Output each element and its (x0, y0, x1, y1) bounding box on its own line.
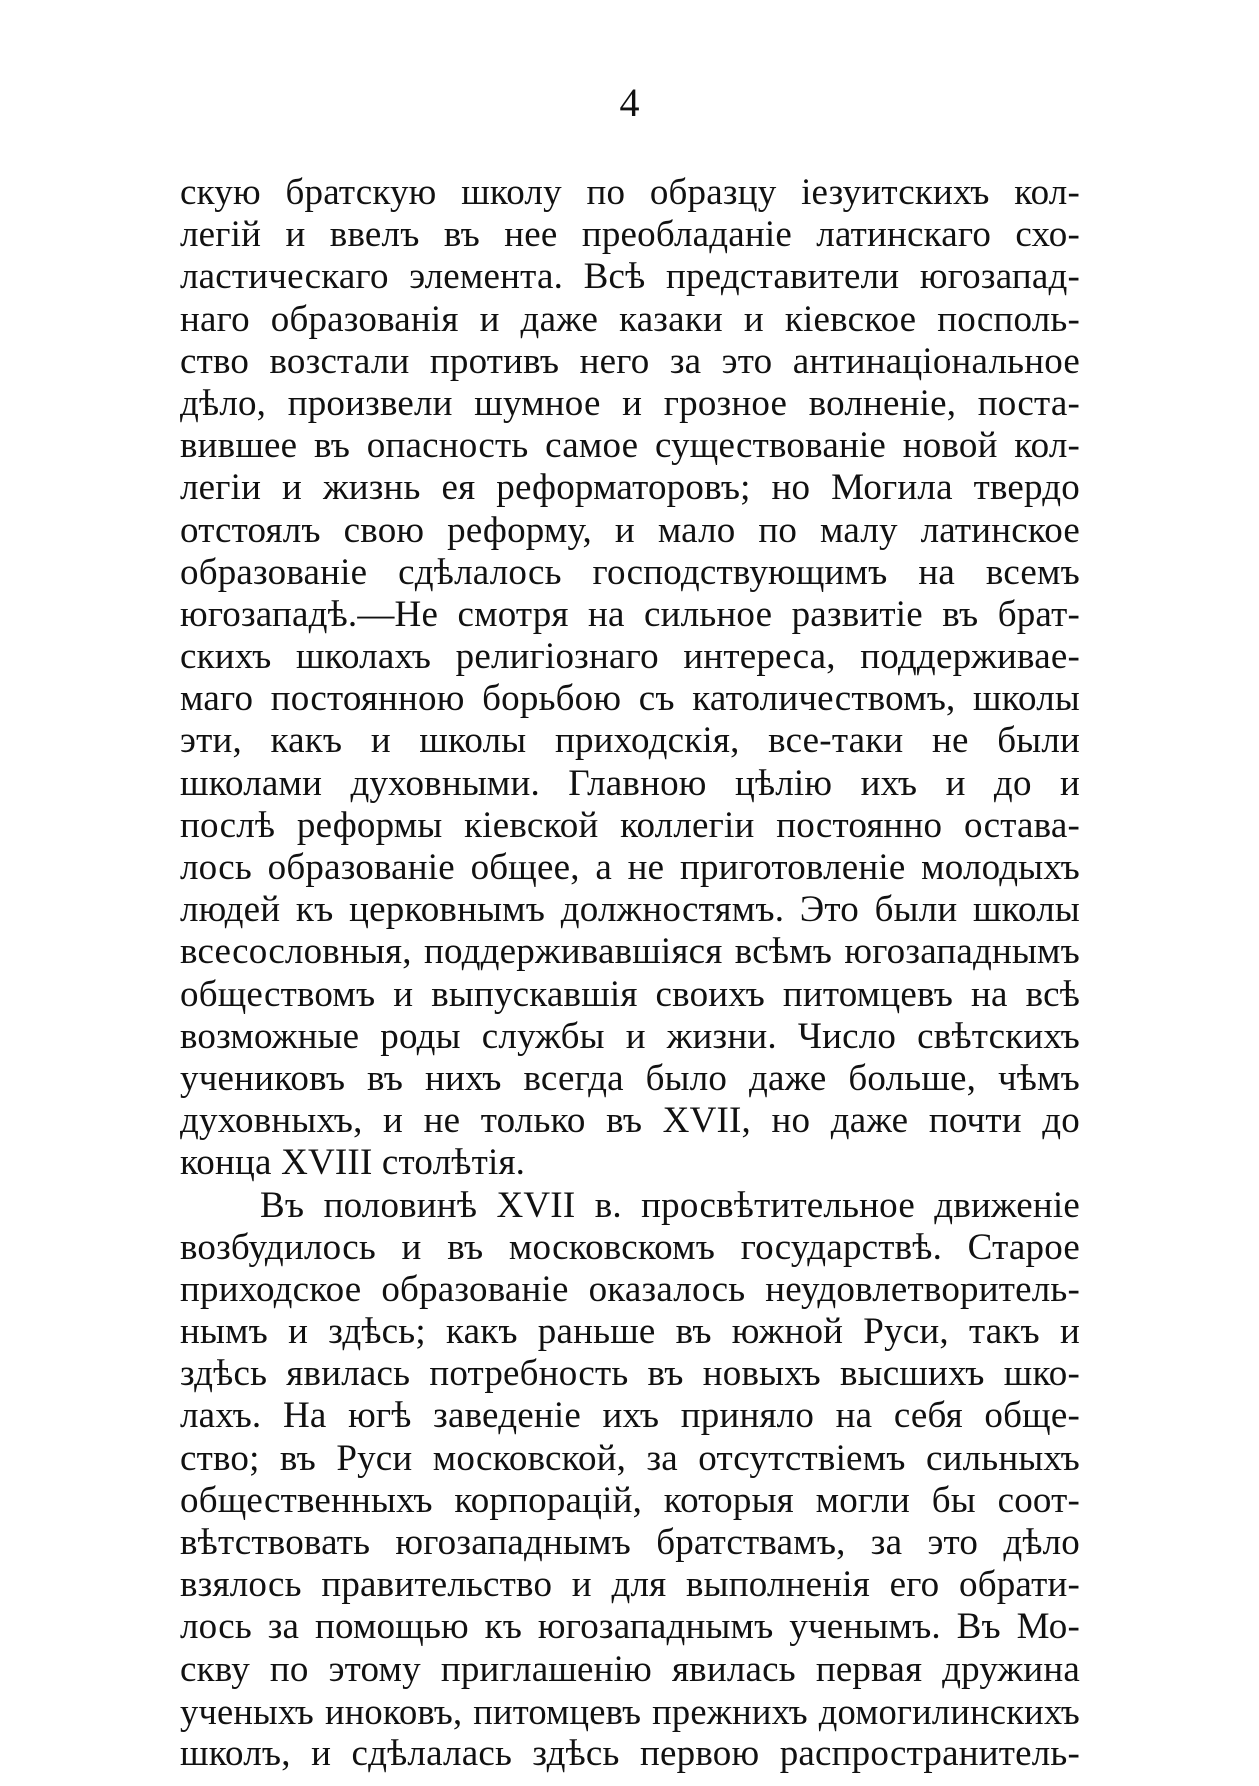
text-line: югозападѣ.—Не смотря на сильное развитіе въ брат- (180, 593, 1080, 635)
text-line: скихъ школахъ религіознаго интереса, поддерживае- (180, 636, 1080, 678)
text-line: приходское образованіе оказалось неудовлетворитель- (180, 1268, 1080, 1310)
text-line: нымъ и здѣсь; какъ раньше въ южной Руси, такъ и (180, 1311, 1080, 1353)
text-line: здѣсь явилась потребность въ новыхъ высшихъ шко- (180, 1353, 1080, 1395)
text-line: эти, какъ и школы приходскія, все-таки не были (180, 720, 1080, 762)
text-line: скву по этому приглашенію явилась первая дружина (180, 1648, 1080, 1690)
text-line: взялось правительство и для выполненія его обрати- (180, 1564, 1080, 1606)
text-line: школъ, и сдѣлалась здѣсь первою распространитель- (180, 1732, 1080, 1774)
text-line: ство возстали противъ него за это антинаціональное (180, 340, 1080, 382)
text-line: лось за помощью къ югозападнымъ ученымъ. Въ Мо- (180, 1606, 1080, 1648)
paragraph-end-line: конца XVIII столѣтія. (180, 1142, 526, 1184)
text-line: школами духовными. Главною цѣлію ихъ и до и (180, 762, 1080, 804)
text-line: вѣтствовать югозападнымъ братствамъ, за это дѣло (180, 1522, 1080, 1563)
text-line: вившее въ опасность самое существованіе новой кол- (180, 425, 1080, 467)
text-line: обществомъ и выпускавшія своихъ питомцевъ на всѣ (180, 973, 1080, 1015)
text-line: легіи и жизнь ея реформаторовъ; но Могила твердо (180, 467, 1080, 509)
text-line: учениковъ въ нихъ всегда было даже больше, чѣмъ (180, 1057, 1080, 1099)
text-line: общественныхъ корпорацій, которыя могли бы соот- (180, 1479, 1080, 1521)
page-number: 4 (619, 80, 640, 125)
text-line: людей къ церковнымъ должностямъ. Это были школы (180, 889, 1080, 931)
text-line: маго постоянною борьбою съ католичествомъ, школы (180, 678, 1080, 720)
text-line: наго образованія и даже казаки и кіевское посполь- (180, 298, 1080, 340)
text-line: ство; въ Руси московской, за отсутствіемъ сильныхъ (180, 1437, 1080, 1479)
text-line: дѣло, произвели шумное и грозное волненіе, поста- (180, 382, 1080, 424)
text-line: духовныхъ, и не только въ XVII, но даже почти до (180, 1100, 1080, 1142)
text-line: лось образованіе общее, а не приготовленіе молодыхъ (180, 847, 1080, 888)
text-line: возбудилось и въ московскомъ государствѣ. Старое (180, 1226, 1080, 1268)
body-text (180, 172, 1080, 1775)
text-line: лахъ. На югѣ заведеніе ихъ приняло на себя обще- (180, 1395, 1080, 1437)
text-line: послѣ реформы кіевской коллегіи постоянно остава- (180, 804, 1080, 846)
text-line: образованіе сдѣлалось господствующимъ на всемъ (180, 551, 1080, 593)
text-line: ластическаго элемента. Всѣ представители югозапад- (180, 256, 1080, 298)
text-line: отстоялъ свою реформу, и мало по малу латинское (180, 509, 1080, 551)
paragraph-start-line: Въ половинѣ XVII в. просвѣтительное движеніе (260, 1184, 1080, 1226)
text-line: легій и ввелъ въ нее преобладаніе латинскаго схо- (180, 214, 1080, 256)
text-line: всесословныя, поддерживавшіяся всѣмъ югозападнымъ (180, 931, 1080, 973)
text-line: скую братскую школу по образцу iезуитскихъ кол- (180, 172, 1080, 213)
text-line: возможные роды службы и жизни. Число свѣтскихъ (180, 1015, 1080, 1057)
text-line: ученыхъ иноковъ, питомцевъ прежнихъ домогилинскихъ (180, 1690, 1080, 1732)
